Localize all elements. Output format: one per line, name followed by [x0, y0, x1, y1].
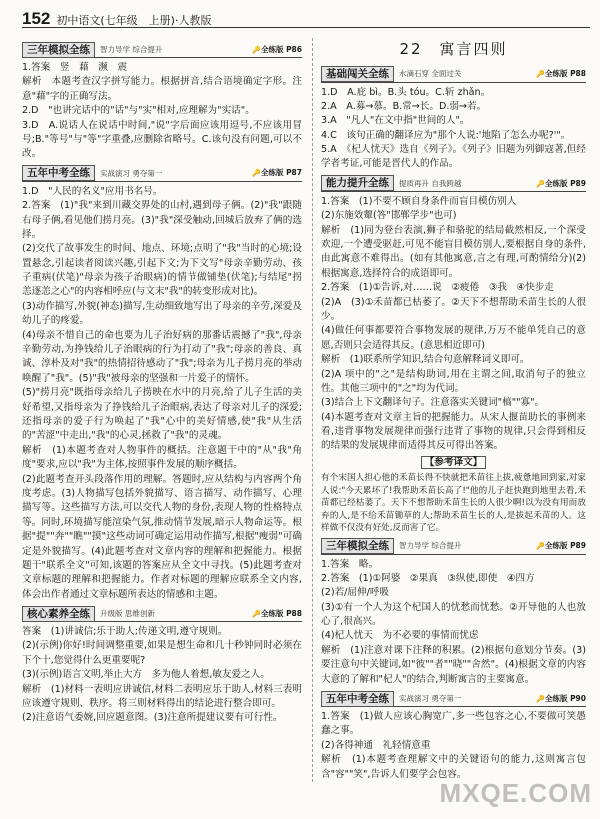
answer-line: (4)母亲不惜自己的命也要为儿子治好病的那番话震撼了"我",母亲辛勤劳动,为挣钱给儿子治眼病的行为打动了"我";母亲的善良、真诚、淳朴及对"我"的热情招待感动了"我";母亲为儿子捞月亮的举动唤醒了"我"。(5)"我"被母亲的坚强和一片爱子的情怀。 — [22, 329, 302, 384]
answer-line: (3)①有一个人为这个杞国人的忧愁而忧愁。②开导他的人也放心了,很高兴。 — [321, 601, 586, 628]
answer-line: (2)各得神通 礼轻情意重 — [321, 739, 431, 751]
answer-line: 2.A A.募→慕。B.常→长。D.弱→若。 — [321, 100, 487, 112]
answer-line: 解析 (1)本题考查对人物事件的概括。注意题干中的"从"我"角度"要求,应以"我"为主体,按照事件发展的顺序概括。 — [22, 444, 302, 471]
section-header — [321, 691, 586, 707]
reference-translation-title: 【参考译文】 — [321, 456, 586, 470]
section-page-ref: 🔑全练版 P87 — [252, 168, 302, 178]
answer-line: (4)做任何事都要符合事物发展的规律,万万不能单凭自己的意愿,否则只会适得其反。(意思相近即可) — [321, 325, 586, 351]
answer-line: (2)注意语气委婉,回应题意图。(3)注意所提建议要有可行性。 — [22, 712, 283, 724]
section-title: 三年模拟全练 — [321, 538, 394, 554]
section-subtitle: 实战演习 勇夺第一 — [399, 693, 462, 703]
section-subtitle: 实战演习 勇夺第一 — [100, 168, 163, 178]
answer-line: 解析 本题考查汉字拼写能力。根据拼音,结合语境确定字形。注意"藉"字的正确写法。 — [22, 76, 302, 102]
answer-line: 解析 (1)联系所学知识,结合句意解释词义即可。 — [321, 354, 530, 366]
answer-line: 1.D "人民的名义"应用书名号。 — [22, 185, 163, 197]
answer-block — [22, 185, 302, 602]
answer-line: (2)A 项中的"之"是结构助词,用在主谓之间,取消句子的独立性。其他三项中的"之"均为代词。 — [321, 368, 586, 394]
section-subtitle: 升级版 思维创新 — [100, 608, 155, 618]
answer-line: 解析 (1)材料一表明应讲诚信,材料二表明应乐于助人,材料三表明应该遵守规则、秩序。将三则材料得出的结论进行整合即可。 — [22, 683, 302, 710]
key-icon: 🔑 — [536, 694, 545, 703]
answer-line: (4)杞人忧天 为不必要的事情而忧虑 — [321, 630, 479, 642]
answer-line: (5)"捞月亮"既指母亲给儿子捞映在水中的月亮,给了儿子生活的美好希望,又指母亲为了挣钱给儿子治眼病,表达了母亲对儿子的深爱;还指母亲的爱子行为唤起了"我"心中的美好情感,使"我"从生活的"苦涩"中走出,"我"的心灵,拯救了"我"的灵魂。 — [22, 387, 302, 442]
section-title: 基础闯关全练 — [321, 66, 394, 82]
section-page-ref: 🔑全练版 P89 — [536, 541, 586, 551]
section-header — [321, 176, 586, 192]
page-number: 152 — [22, 9, 51, 28]
answer-line: (2)A (3)①禾苗都已枯萎了。②天下不想帮助禾苗生长的人很少。 — [321, 296, 586, 322]
answer-line: 解析 (1)本题考查理解文中的关键语句的能力,这则寓言包含"容""笑",告诉人们要学会包容。 — [321, 754, 586, 780]
answer-block — [321, 558, 586, 688]
key-icon: 🔑 — [536, 542, 545, 551]
answer-line: (2)东施效颦(答"邯郸学步"也可) — [321, 210, 457, 222]
answer-line: 2.答案 (1)①阿婆 ②果真 ③纵使,即使 ④四方 — [321, 572, 535, 584]
section-subtitle: 智力导学 综合提升 — [100, 44, 163, 54]
answer-line: (2)若/屈伸/呼吸 — [321, 587, 390, 599]
section-header — [22, 606, 302, 622]
answer-line: (3)(示例)语言文明,举止大方 多为他人着想,敏友爱之人。 — [22, 669, 270, 681]
section-header — [22, 42, 302, 58]
answer-line: 1.D A.庇 bì。B.头 tóu。C.斩 zhǎn。 — [321, 86, 491, 98]
key-icon: 🔑 — [252, 45, 261, 54]
key-icon: 🔑 — [252, 609, 261, 618]
watermark: MXQE.COM — [439, 778, 592, 808]
answer-line: 1.答案 略。 — [321, 558, 379, 570]
section-title: 三年模拟全练 — [22, 42, 95, 58]
answer-line: 2.答案 (1)①告诉,对……说 ②疲倦 ③我 ④快步走 — [321, 282, 554, 294]
answer-line: 1.答案 (1)做人应该心胸宽广,多一些包容之心,不要做可笑愚蠢之事。 — [321, 711, 586, 737]
key-icon: 🔑 — [536, 179, 545, 188]
section-header — [321, 539, 586, 555]
section-page-ref: 🔑全练版 P89 — [536, 178, 586, 188]
section-title: 五年中考全练 — [321, 691, 394, 707]
key-icon: 🔑 — [252, 169, 261, 178]
book-title: 初中语文(七年级 上册)·人教版 — [56, 14, 212, 27]
answer-line: 3.D A.说话人在说话中时间,"说"字后面应该用逗号,不应该用冒号;B."等号"与"等"字重叠,应删除省略号。C.该句没有问题,可以不改。 — [22, 119, 302, 160]
section-title: 能力提升全练 — [321, 175, 394, 191]
left-column — [22, 38, 302, 782]
answer-line: 5.A 《杞人忧天》选自《列子》。《列子》旧题为列御寇著,但经学者考证,可能是晋代人的作品。 — [321, 144, 586, 170]
answer-line: 1.答案 竖 藉 濒 震 — [22, 62, 128, 73]
answer-line: (3)动作描写,外貌(神态)描写,生动细致地写出了母亲的辛劳,深爱及幼儿子的疼爱。 — [22, 300, 302, 327]
answer-line: 3.A "凡人"在文中指"世间的人"。 — [321, 115, 470, 127]
answer-line: 解析 (1)同为登台表演,狮子和骆驼的结局截然相反,一个深受欢迎,一个遭受驱赶,可见不能盲目模仿别人,要根据自身的条件,由此寓意不难得出。(如有其他寓意,言之有理,可酌情给分)(2)根据寓意,选择符合的成语即可。 — [321, 224, 586, 279]
answer-block — [321, 86, 586, 172]
answer-line: (2)交代了故事发生的时间、地点、环境;点明了"我"当时的心境;设置悬念,引起读者阅读兴趣,引起下文;为下文写"母亲辛勤劳动、孩子重病(伏笔)"母亲为孩子治眼病)的情节做铺垫(伏笔);与结尾"拐恙逐恙之心"的内容相呼应(与文末"我"的转变形成对比)。 — [22, 243, 302, 298]
lesson-title: 22 寓言四则 — [399, 40, 508, 58]
reference-translation: 有个宋国人担心他的禾苗长得不快就把禾苗往上拔,疲惫地回到家,对家人说:"今天累坏了!我帮助禾苗长高了!"他的儿子赶快跑到地里去看,禾苗都已经枯萎了。天下不想帮助禾苗生长的人很少啊!以为没有用而放弃的人,是不给禾苗锄草的人;帮助禾苗生长的人,是拔起禾苗的人。这样做不仅没有好处,反而害了它。 — [321, 473, 586, 534]
section-header — [321, 67, 586, 83]
answer-line: (2)(示例)你好!时间调整重要,如果是想生命和几十秒钟同时必须在下个十,您觉得什么更重要呢? — [22, 640, 302, 666]
section-header — [22, 166, 302, 182]
section-subtitle: 智力导学 综合提升 — [399, 541, 462, 551]
answer-block — [22, 61, 302, 162]
right-column — [312, 38, 586, 782]
section-page-ref: 🔑全练版 P90 — [536, 693, 586, 703]
section-page-ref: 🔑全练版 P88 — [252, 608, 302, 618]
section-title: 核心素养全练 — [22, 606, 95, 622]
section-page-ref: 🔑全练版 P86 — [252, 44, 302, 54]
answer-line: 解析 (1)注意对课下注释的积累。(2)根据句意划分节奏。(3)要注意句中关键词,如"彼""者""晓""舍然"。(4)根据文章的内容大意的了解和"杞人"的结合,判断寓言的主要寓意。 — [321, 644, 586, 685]
answer-line: (2)此题考查开头段落作用的理解。答题时,应从结构与内容两个角度考虑。(3)人物描写包括外貌描写、语言描写、动作描写、心理描写等。这些描写方法,可以交代人物的身份,表现人物的性格特点等。同时,环境描写能渲染气氛,推动情节发展,暗示人物命运等。根据"提""奔""瞧""摸"这些动词可确定运用动作描写,根据"瘦弱"可确定是外貌描写。(4)此题考查对文章内容的理解和把握能力。根据题干"联系全文"可知,该题的答案应从全文中寻找。(5)此题考查对文章标题的理解和把握能力。作者对标题的理解应联系全文内容,体会出作者通过文章标题所表达的情感和主题。 — [22, 473, 302, 600]
answer-line: 答案 (1)讲诚信;乐于助人;传递文明,遵守规则。 — [22, 626, 228, 638]
answer-block — [321, 195, 586, 535]
answer-line: 1.答案 (1)不要不顾自身条件而盲目模仿别人 — [321, 195, 517, 207]
section-page-ref: 🔑全练版 P88 — [536, 69, 586, 79]
answer-line: 2.D "也讲完话中的"话"与"实"相对,应理解为"实话"。 — [22, 105, 255, 117]
section-title: 五年中考全练 — [22, 165, 95, 181]
page-header — [22, 6, 590, 28]
answer-block — [22, 625, 302, 726]
answer-line: (4)本题考查对文章主旨的把握能力。从宋人揠苗助长的事例来看,违背事物发展规律而强行违背了事物的规律,只会得到相反的结果的发展规律而适得其反可得出答案。 — [321, 411, 586, 452]
answer-line: 4.C 该句正确的翻译应为"那个人说:'地陷了怎么办呢?'"。 — [321, 129, 571, 141]
section-subtitle: 提质再升 自我跨越 — [399, 178, 462, 188]
key-icon: 🔑 — [536, 70, 545, 79]
answer-block — [321, 710, 586, 782]
answer-line: 2.答案 (1)"我"来到川藏交界处的山村,遇到母子俩。(2)"我"跟随右母子俩,看见他们捞月亮。(3)"我"深受触动,回城后放弃了俩的选择。 — [22, 200, 302, 240]
section-subtitle: 水滴石穿 全面过关 — [399, 69, 462, 79]
answer-line: (3)结合上下文翻译句子。注意落实关键词"槁""寡"。 — [321, 397, 545, 409]
